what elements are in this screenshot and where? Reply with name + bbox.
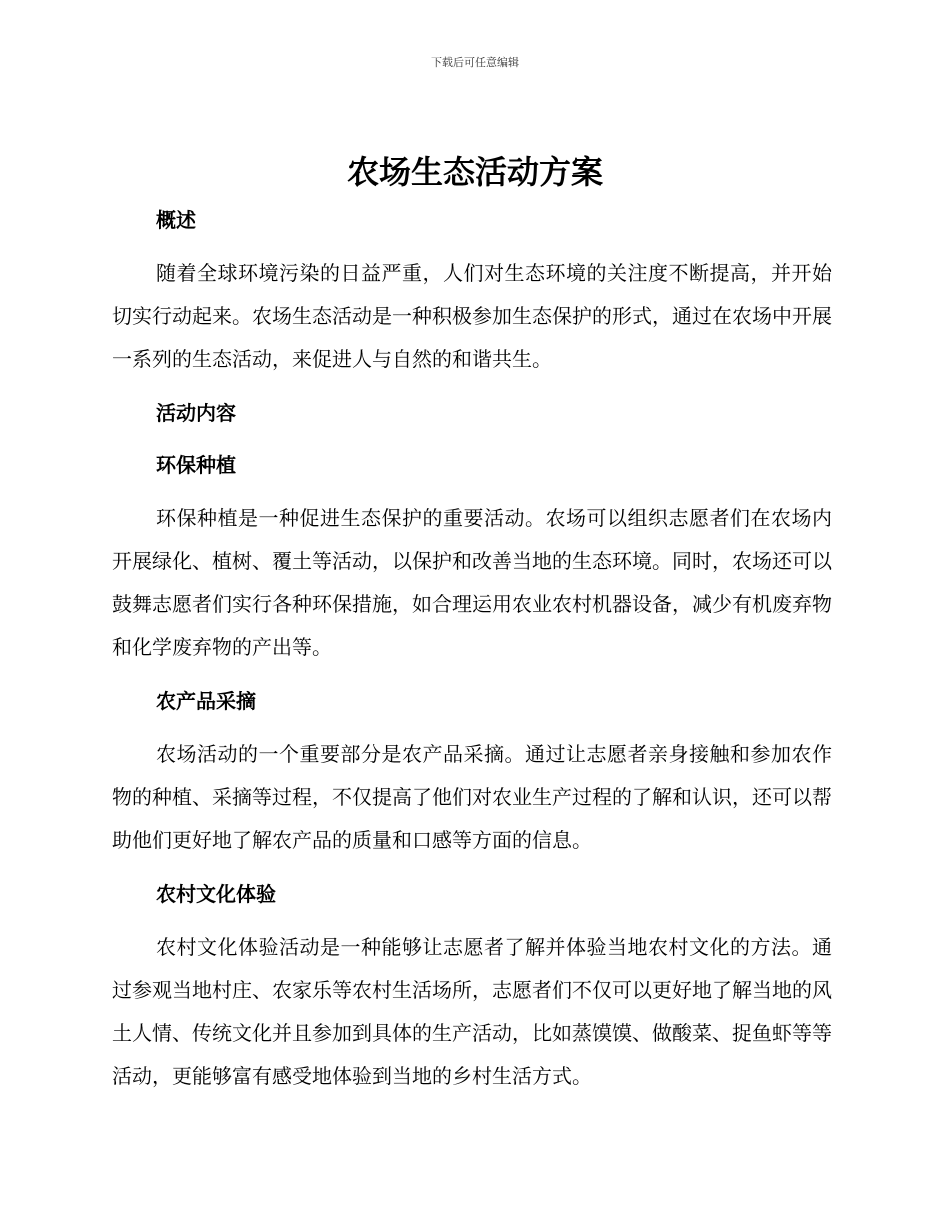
section-culture bbox=[112, 874, 832, 1098]
header-note: 下载后可任意编辑 bbox=[431, 56, 519, 69]
section-overview bbox=[112, 200, 832, 381]
section-paragraph-planting: 环保种植是一种促进生态保护的重要活动。农场可以组织志愿者们在农场内开展绿化、植树、覆土等活动，以保护和改善当地的生态环境。同时，农场还可以鼓舞志愿者们实行各种环保措施，如合理运用农业农村机器设备，减少有机废弃物和化学废弃物的产出等。 bbox=[112, 506, 832, 659]
section-paragraph-picking: 农场活动的一个重要部分是农产品采摘。通过让志愿者亲身接触和参加农作物的种植、采摘等过程，不仅提高了他们对农业生产过程的了解和认识，还可以帮助他们更好地了解农产品的质量和口感等方面的信息。 bbox=[112, 742, 832, 852]
section-planting bbox=[112, 445, 832, 669]
section-heading-activities: 活动内容 bbox=[156, 401, 236, 425]
section-heading-overview: 概述 bbox=[156, 208, 196, 232]
section-activities bbox=[112, 393, 832, 433]
section-heading-culture: 农村文化体验 bbox=[156, 882, 276, 906]
document-title: 农场生态活动方案 bbox=[346, 153, 603, 191]
section-heading-picking: 农产品采摘 bbox=[156, 689, 256, 713]
section-paragraph-culture: 农村文化体验活动是一种能够让志愿者了解并体验当地农村文化的方法。通过参观当地村庄、农家乐等农村生活场所，志愿者们不仅可以更好地了解当地的风土人情、传统文化并且参加到具体的生产活动，比如蒸馍馍、做酸菜、捉鱼虾等等活动，更能够富有感受地体验到当地的乡村生活方式。 bbox=[112, 935, 832, 1088]
section-paragraph-overview: 随着全球环境污染的日益严重，人们对生态环境的关注度不断提高，并开始切实行动起来。农场生态活动是一种积极参加生态保护的形式，通过在农场中开展一系列的生态活动，来促进人与自然的和谐共生。 bbox=[112, 261, 832, 371]
document-body bbox=[112, 200, 832, 1098]
section-picking bbox=[112, 681, 832, 862]
section-heading-planting: 环保种植 bbox=[156, 453, 236, 477]
